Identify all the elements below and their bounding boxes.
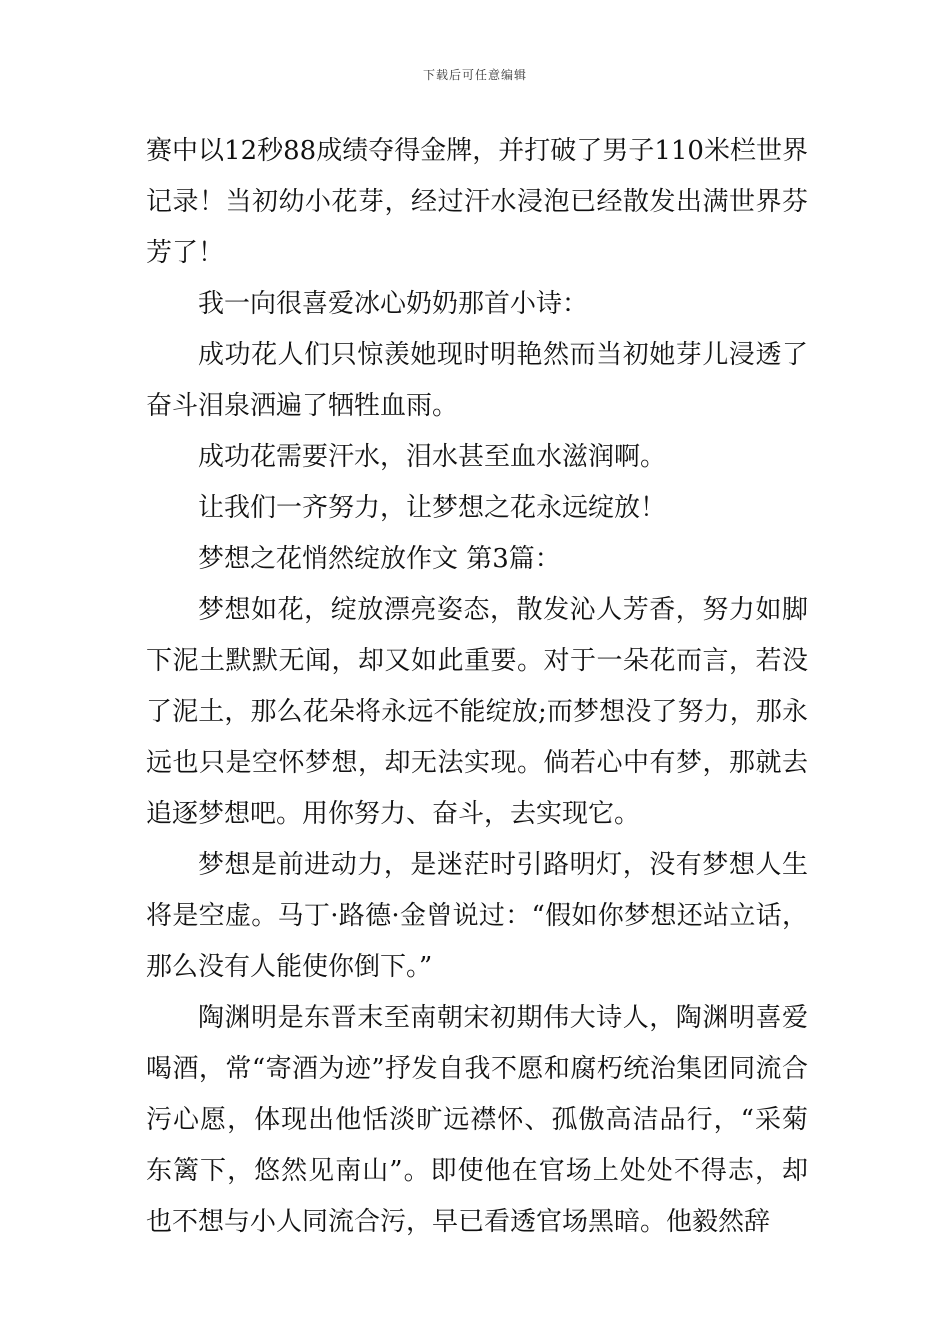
page-header: 下载后可任意编辑 xyxy=(422,68,527,82)
paragraph-9: 陶渊明是东晋末至南朝宋初期伟大诗人，陶渊明喜爱喝酒，常“寄酒为迹”抒发自我不愿和腐朽统治集团同流合污心愿，体现出他恬淡旷远襟怀、孤傲高洁品行，“采菊东篱下，悠然见南山”。即使他在官场上处处不得志，却也不想与小人同流合污，早已看透官场黑暗。他毅然辞 xyxy=(146,1003,808,1237)
paragraph-3: 成功花人们只惊羡她现时明艳然而当初她芽儿浸透了奋斗泪泉洒遍了牺牲血雨。 xyxy=(146,340,808,421)
paragraph-4: 成功花需要汗水，泪水甚至血水滋润啊。 xyxy=(198,442,667,472)
paragraph-1: 赛中以12秒88成绩夺得金牌，并打破了男子110米栏世界记录！当初幼小花芽，经过汗水浸泡已经散发出满世界芬芳了！ xyxy=(146,136,808,268)
paragraph-7: 梦想如花，绽放漂亮姿态，散发沁人芳香，努力如脚下泥土默默无闻，却又如此重要。对于一朵花而言，若没了泥土，那么花朵将永远不能绽放;而梦想没了努力，那永远也只是空怀梦想，却无法实现。倘若心中有梦，那就去追逐梦想吧。用你努力、奋斗，去实现它。 xyxy=(146,595,808,829)
paragraph-8: 梦想是前进动力，是迷茫时引路明灯，没有梦想人生将是空虚。马丁·路德·金曾说过：“假如你梦想还站立话，那么没有人能使你倒下。” xyxy=(146,850,808,982)
section-heading: 梦想之花悄然绽放作文 第3篇： xyxy=(198,544,561,574)
paragraph-2: 我一向很喜爱冰心奶奶那首小诗： xyxy=(198,289,589,319)
paragraph-5: 让我们一齐努力，让梦想之花永远绽放！ xyxy=(198,493,667,523)
document-body xyxy=(146,126,808,1248)
